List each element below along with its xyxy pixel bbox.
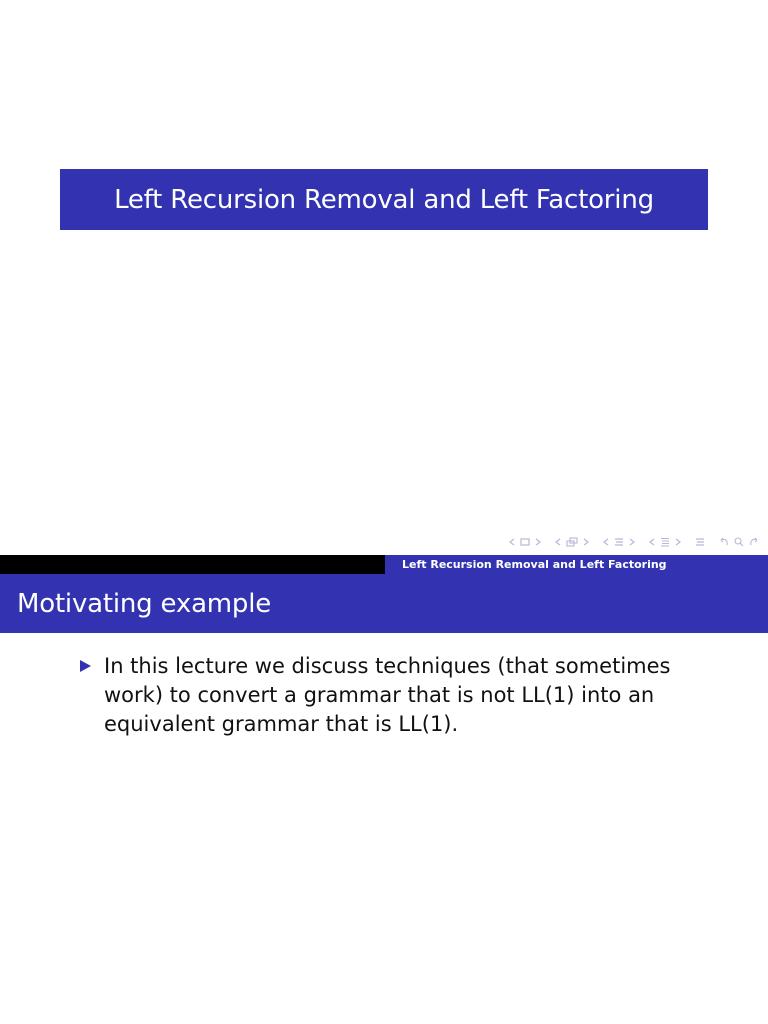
- slide-icon[interactable]: [659, 536, 671, 548]
- frame-icon[interactable]: [519, 537, 531, 547]
- slide-navigation: [648, 536, 682, 548]
- slide-prev-icon[interactable]: [648, 537, 656, 547]
- presentation-title: [60, 169, 708, 230]
- frame-navigation: [508, 537, 542, 547]
- bullet-item: [80, 652, 730, 739]
- align-icon[interactable]: [694, 536, 706, 548]
- presentation-title-text: Left Recursion Removal and Left Factoring: [114, 184, 654, 215]
- content-slide: [0, 555, 768, 1024]
- slide-next-icon[interactable]: [674, 537, 682, 547]
- section-prev-icon[interactable]: [602, 537, 610, 547]
- headline-bar: [0, 555, 768, 574]
- bullet-text: In this lecture we discuss techniques (that sometimes work) to convert a grammar that is not LL(1) into an equivalent grammar that is LL(1).: [104, 654, 671, 736]
- frame-title: [0, 574, 768, 633]
- forward-icon[interactable]: [748, 536, 760, 548]
- frame-next-icon[interactable]: [534, 537, 542, 547]
- headline-title: [385, 555, 768, 574]
- frame-title-text: Motivating example: [17, 588, 272, 619]
- frame-prev-icon[interactable]: [508, 537, 516, 547]
- bullet-list: [80, 652, 730, 739]
- subsection-next-icon[interactable]: [582, 537, 590, 547]
- bullet-triangle-icon: [80, 660, 91, 672]
- subsection-navigation: [554, 536, 590, 548]
- subsection-prev-icon[interactable]: [554, 537, 562, 547]
- section-icon[interactable]: [613, 536, 625, 548]
- align-navigation: [694, 536, 706, 548]
- headline-left-block: [0, 555, 385, 574]
- section-next-icon[interactable]: [628, 537, 636, 547]
- navigation-bar: [508, 533, 760, 551]
- subsection-icon[interactable]: [565, 536, 579, 548]
- section-navigation: [602, 536, 636, 548]
- search-navigation: [718, 536, 760, 548]
- back-icon[interactable]: [718, 536, 730, 548]
- search-icon[interactable]: [733, 536, 745, 548]
- headline-title-text: Left Recursion Removal and Left Factoring: [402, 558, 667, 571]
